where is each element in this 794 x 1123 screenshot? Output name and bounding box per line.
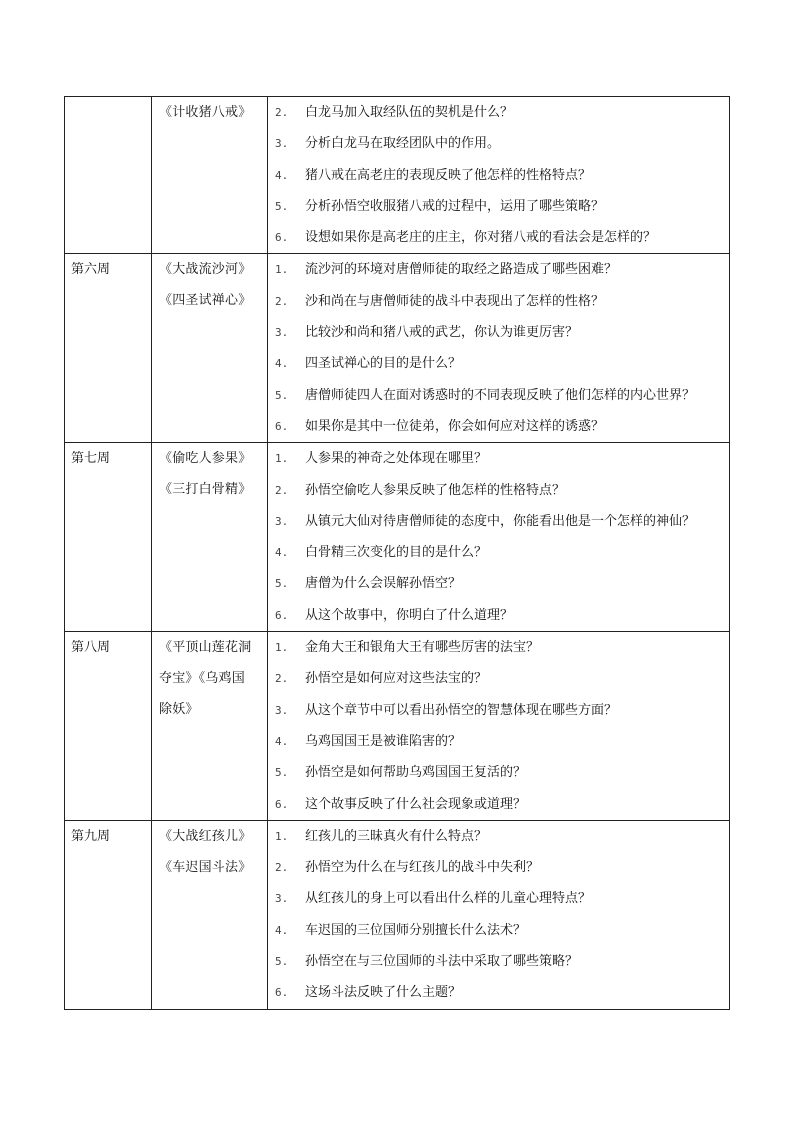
question-number: 4. bbox=[275, 546, 289, 560]
question-number: 5. bbox=[275, 766, 289, 780]
question-text: 白骨精三次变化的目的是什么？ bbox=[305, 545, 488, 561]
question-list bbox=[268, 443, 729, 631]
question-item bbox=[268, 97, 729, 128]
week-cell bbox=[65, 254, 152, 443]
question-number: 1. bbox=[275, 263, 289, 277]
question-text: 这场斗法反映了什么主题？ bbox=[305, 985, 462, 1001]
question-text: 车迟国的三位国师分别擅长什么法术？ bbox=[305, 922, 527, 938]
question-number: 2. bbox=[275, 106, 289, 119]
chapter-title: 《偷吃人参果》 bbox=[159, 451, 252, 467]
question-item bbox=[268, 475, 729, 506]
question-item bbox=[268, 915, 729, 946]
questions-cell bbox=[268, 97, 730, 254]
question-item bbox=[268, 411, 729, 442]
question-item bbox=[268, 222, 729, 253]
week-row bbox=[65, 97, 730, 254]
reading-plan-body bbox=[65, 97, 730, 1010]
question-text: 这个故事反映了什么社会现象或道理？ bbox=[305, 796, 527, 812]
question-text: 孙悟空偷吃人参果反映了他怎样的性格特点？ bbox=[305, 482, 566, 498]
question-number: 3. bbox=[275, 326, 289, 340]
question-item bbox=[268, 348, 729, 379]
question-number: 3. bbox=[275, 137, 289, 151]
week-label bbox=[65, 97, 151, 104]
question-text: 如果你是其中一位徒弟，你会如何应对这样的诱惑？ bbox=[305, 418, 605, 434]
question-text: 从镇元大仙对待唐僧师徒的态度中，你能看出他是一个怎样的神仙？ bbox=[305, 513, 696, 529]
question-number: 1. bbox=[275, 452, 289, 466]
question-item bbox=[268, 160, 729, 191]
questions-cell bbox=[268, 820, 730, 1009]
question-text: 从这个章节中可以看出孙悟空的智慧体现在哪些方面？ bbox=[305, 702, 618, 718]
question-text: 唐僧师徒四人在面对诱惑时的不同表现反映了他们怎样的内心世界？ bbox=[305, 387, 696, 403]
question-number: 2. bbox=[275, 483, 289, 497]
question-number: 6. bbox=[275, 608, 289, 622]
question-list bbox=[268, 254, 729, 442]
chapter-cell bbox=[152, 632, 268, 821]
chapter-cell bbox=[152, 820, 268, 1009]
chapter-title: 夺宝》《乌鸡国 bbox=[159, 671, 245, 687]
week-row bbox=[65, 820, 730, 1009]
question-text: 孙悟空为什么在与红孩儿的战斗中失利？ bbox=[305, 860, 540, 876]
question-text: 分析白龙马在取经团队中的作用。 bbox=[305, 136, 501, 152]
question-list bbox=[268, 821, 729, 1009]
question-text: 四圣试禅心的目的是什么？ bbox=[305, 356, 462, 372]
week-row bbox=[65, 443, 730, 632]
question-text: 孙悟空是如何帮助乌鸡国国王复活的？ bbox=[305, 765, 527, 781]
chapter-title: 《大战流沙河》 bbox=[159, 262, 252, 278]
question-text: 沙和尚在与唐僧师徒的战斗中表现出了怎样的性格？ bbox=[305, 293, 605, 309]
question-text: 分析孙悟空收服猪八戒的过程中，运用了哪些策略？ bbox=[305, 198, 605, 214]
question-item bbox=[268, 821, 729, 852]
question-number: 1. bbox=[275, 829, 289, 843]
question-item bbox=[268, 663, 729, 694]
week-cell bbox=[65, 632, 152, 821]
chapter-cell bbox=[152, 254, 268, 443]
question-item bbox=[268, 883, 729, 914]
question-item bbox=[268, 600, 729, 631]
question-item bbox=[268, 632, 729, 663]
question-number: 6. bbox=[275, 797, 289, 811]
question-number: 3. bbox=[275, 892, 289, 906]
question-text: 金角大王和银角大王有哪些厉害的法宝？ bbox=[305, 640, 540, 656]
chapter-title: 《三打白骨精》 bbox=[159, 482, 252, 498]
question-text: 白龙马加入取经队伍的契机是什么？ bbox=[305, 105, 514, 120]
question-item bbox=[268, 789, 729, 820]
question-text: 人参果的神奇之处体现在哪里？ bbox=[305, 451, 488, 467]
chapter-title: 《计收猪八戒》 bbox=[159, 105, 252, 120]
question-item bbox=[268, 537, 729, 568]
question-number: 5. bbox=[275, 388, 289, 402]
chapter-title: 《大战红孩儿》 bbox=[159, 828, 252, 844]
question-item bbox=[268, 946, 729, 977]
week-cell bbox=[65, 443, 152, 632]
question-text: 从这个故事中，你明白了什么道理？ bbox=[305, 607, 514, 623]
question-item bbox=[268, 128, 729, 159]
week-row bbox=[65, 632, 730, 821]
week-label: 第九周 bbox=[71, 828, 111, 844]
question-number: 4. bbox=[275, 923, 289, 937]
question-number: 1. bbox=[275, 641, 289, 655]
question-item bbox=[268, 443, 729, 474]
chapter-cell bbox=[152, 443, 268, 632]
reading-plan-table bbox=[64, 96, 730, 1010]
chapter-cell bbox=[152, 97, 268, 254]
question-item bbox=[268, 726, 729, 757]
question-number: 4. bbox=[275, 357, 289, 371]
question-item bbox=[268, 695, 729, 726]
questions-cell bbox=[268, 632, 730, 821]
question-number: 2. bbox=[275, 861, 289, 875]
question-text: 流沙河的环境对唐僧师徒的取经之路造成了哪些困难？ bbox=[305, 262, 618, 278]
question-item bbox=[268, 286, 729, 317]
question-number: 5. bbox=[275, 199, 289, 213]
question-item bbox=[268, 977, 729, 1008]
week-label: 第八周 bbox=[71, 640, 111, 656]
question-text: 设想如果你是高老庄的庄主，你对猪八戒的看法会是怎样的？ bbox=[305, 230, 657, 246]
question-number: 3. bbox=[275, 703, 289, 717]
question-number: 4. bbox=[275, 168, 289, 182]
question-item bbox=[268, 568, 729, 599]
chapter-title: 除妖》 bbox=[159, 702, 199, 718]
chapter-title: 《车迟国斗法》 bbox=[159, 859, 252, 875]
question-text: 孙悟空在与三位国师的斗法中采取了哪些策略？ bbox=[305, 954, 579, 970]
question-text: 乌鸡国国王是被谁陷害的？ bbox=[305, 733, 462, 749]
question-number: 2. bbox=[275, 294, 289, 308]
question-item bbox=[268, 317, 729, 348]
week-row bbox=[65, 254, 730, 443]
week-cell bbox=[65, 820, 152, 1009]
week-label: 第六周 bbox=[71, 262, 111, 278]
question-item bbox=[268, 191, 729, 222]
question-number: 4. bbox=[275, 734, 289, 748]
question-item bbox=[268, 757, 729, 788]
week-cell bbox=[65, 97, 152, 254]
question-number: 6. bbox=[275, 986, 289, 1000]
question-number: 6. bbox=[275, 419, 289, 433]
question-item bbox=[268, 506, 729, 537]
week-label: 第七周 bbox=[71, 451, 111, 467]
question-text: 孙悟空是如何应对这些法宝的？ bbox=[305, 671, 488, 687]
question-item bbox=[268, 852, 729, 883]
question-number: 3. bbox=[275, 514, 289, 528]
question-text: 猪八戒在高老庄的表现反映了他怎样的性格特点？ bbox=[305, 167, 592, 183]
question-item bbox=[268, 254, 729, 285]
question-text: 比较沙和尚和猪八戒的武艺，你认为谁更厉害？ bbox=[305, 325, 579, 341]
question-number: 2. bbox=[275, 672, 289, 686]
questions-cell bbox=[268, 443, 730, 632]
question-number: 5. bbox=[275, 577, 289, 591]
chapter-title: 《平顶山莲花洞 bbox=[159, 640, 252, 656]
question-list bbox=[268, 632, 729, 820]
questions-cell bbox=[268, 254, 730, 443]
question-list bbox=[268, 97, 729, 253]
question-number: 5. bbox=[275, 955, 289, 969]
question-number: 6. bbox=[275, 231, 289, 245]
chapter-title: 《四圣试禅心》 bbox=[159, 293, 252, 309]
question-item bbox=[268, 380, 729, 411]
question-text: 唐僧为什么会误解孙悟空？ bbox=[305, 576, 462, 592]
question-text: 从红孩儿的身上可以看出什么样的儿童心理特点？ bbox=[305, 891, 592, 907]
question-text: 红孩儿的三昧真火有什么特点？ bbox=[305, 828, 488, 844]
